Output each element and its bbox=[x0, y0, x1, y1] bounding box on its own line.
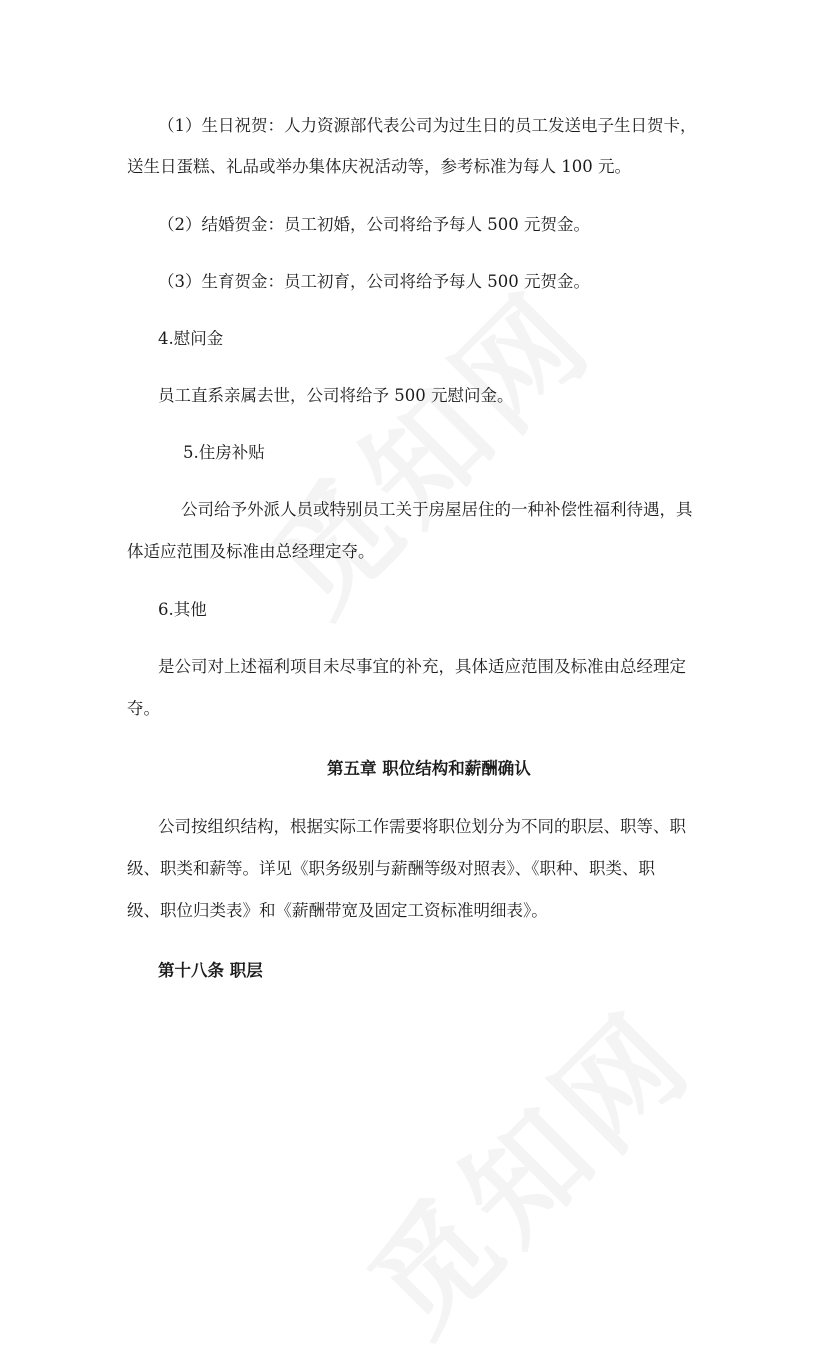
condolence-paragraph: 员工直系亲属去世，公司将给予 500 元慰问金。 bbox=[158, 386, 514, 405]
other-paragraph-line-1: 是公司对上述福利项目未尽事宜的补充，具体适应范围及标准由总经理定 bbox=[158, 657, 686, 676]
other-paragraph-line-2: 夺。 bbox=[127, 699, 160, 718]
watermark bbox=[226, 247, 623, 644]
birthday-paragraph-line-1: （1）生日祝贺：人力资源部代表公司为过生日的员工发送电子生日贺卡， bbox=[158, 116, 697, 135]
article-18-heading: 第十八条 职层 bbox=[158, 961, 263, 980]
wedding-paragraph: （2）结婚贺金：员工初婚，公司将给予每人 500 元贺金。 bbox=[158, 215, 590, 234]
watermark bbox=[326, 967, 723, 1364]
housing-paragraph-line-2: 体适应范围及标准由总经理定夺。 bbox=[127, 542, 375, 561]
housing-heading: 5.住房补贴 bbox=[183, 443, 265, 462]
chapter-paragraph-line-3: 级、职位归类表》和《薪酬带宽及固定工资标准明细表》。 bbox=[127, 901, 548, 920]
housing-paragraph-line-1: 公司给予外派人员或特别员工关于房屋居住的一种补偿性福利待遇，具 bbox=[181, 500, 693, 519]
birth-paragraph: （3）生育贺金：员工初育，公司将给予每人 500 元贺金。 bbox=[158, 272, 590, 291]
chapter-paragraph-line-2: 级、职类和薪等。详见《职务级别与薪酬等级对照表》、《职种、职类、职 bbox=[127, 859, 655, 878]
other-heading: 6.其他 bbox=[158, 600, 207, 619]
birthday-paragraph-line-2: 送生日蛋糕、礼品或举办集体庆祝活动等，参考标准为每人 100 元。 bbox=[127, 157, 631, 176]
chapter-paragraph-line-1: 公司按组织结构，根据实际工作需要将职位划分为不同的职层、职等、职 bbox=[158, 817, 686, 836]
chapter-title: 第五章 职位结构和薪酬确认 bbox=[327, 759, 531, 778]
condolence-heading: 4.慰问金 bbox=[158, 329, 224, 348]
